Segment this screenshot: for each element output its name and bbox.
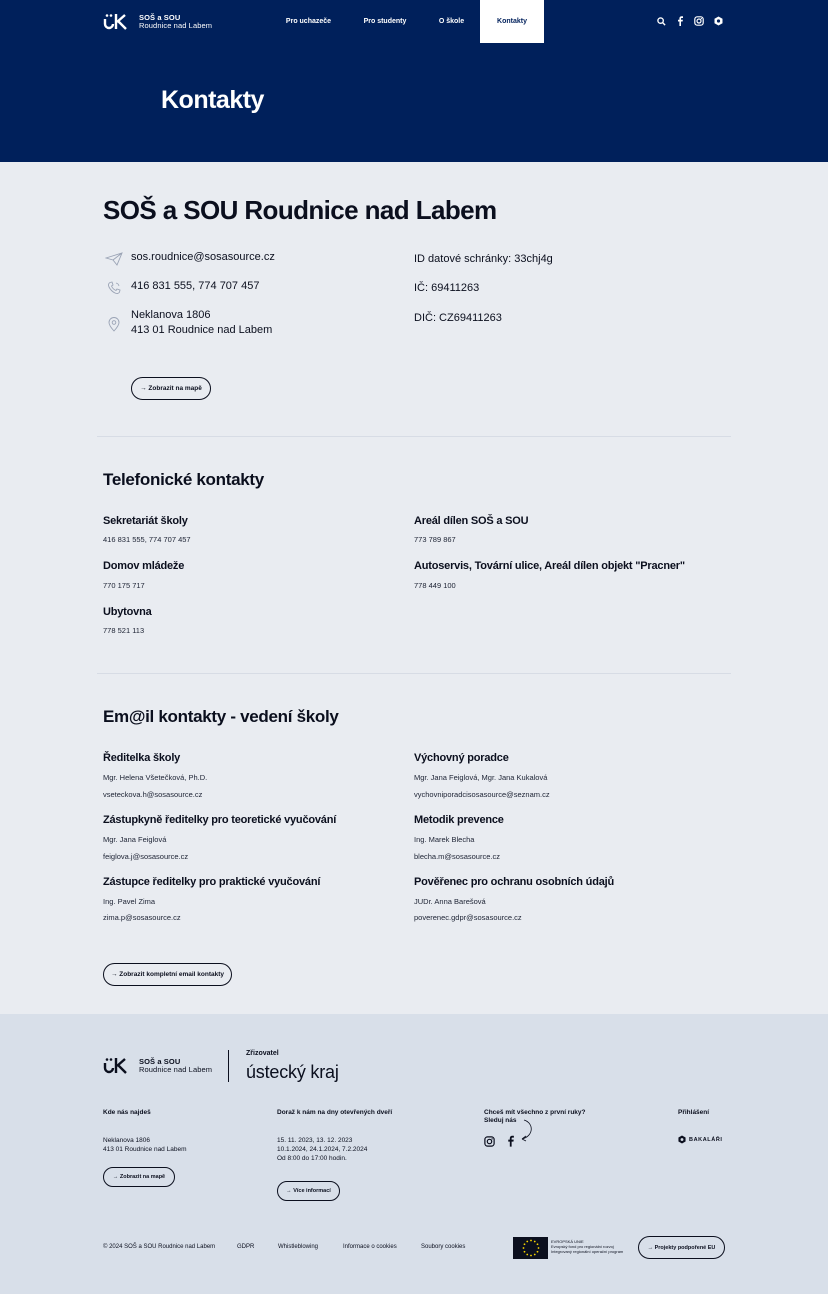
open-days-line3: Od 8:00 do 17:00 hodin. (277, 1155, 347, 1162)
email-address[interactable]: feiglova.j@sosasource.cz (103, 852, 189, 861)
phone-value[interactable]: 773 789 867 (414, 535, 456, 544)
logo-line2: Roudnice nad Labem (139, 1065, 213, 1074)
email-person: JUDr. Anna Barešová (414, 897, 486, 906)
more-info-button[interactable]: → Více informací (277, 1181, 340, 1201)
follow-line2: Sleduj nás (484, 1117, 517, 1124)
school-title: SOŠ a SOU Roudnice nad Labem (103, 195, 497, 225)
open-days-line1: 15. 11. 2023, 13. 12. 2023 (277, 1137, 353, 1144)
open-days-line2: 10.1.2024, 24.1.2024, 7.2.2024 (277, 1146, 368, 1153)
footer-instagram-icon[interactable] (484, 1134, 495, 1152)
email-person: Mgr. Jana Feiglová, Mgr. Jana Kukalová (414, 773, 548, 782)
emails-title: Em@il kontakty - vedení školy (103, 707, 339, 726)
page-title: Kontakty (161, 86, 264, 114)
section-divider (97, 436, 731, 437)
email-address[interactable]: poverenec.gdpr@sosasource.cz (414, 913, 522, 922)
footer-link-cookie-files[interactable]: Soubory cookies (421, 1244, 466, 1250)
section-divider (97, 673, 731, 674)
bakalari-icon (678, 1135, 686, 1144)
login-title: Přihlášení (678, 1109, 710, 1116)
email-address[interactable]: vychovniporadcisosasource@seznam.cz (414, 790, 550, 799)
footer-link-whistleblowing[interactable]: Whistleblowing (278, 1244, 319, 1250)
email-role: Pověřenec pro ochranu osobních údajů (414, 876, 615, 888)
nav-item-o-skole[interactable]: O škole (438, 18, 465, 25)
eu-line1: EVROPSKÁ UNIE (551, 1239, 584, 1244)
footer-map-button[interactable]: → Zobrazit na mapě (103, 1167, 175, 1187)
email-address[interactable]: vseteckova.h@sosasource.cz (103, 790, 203, 799)
footer-logo[interactable] (103, 1057, 212, 1075)
follow-line1: Chceš mít všechno z první ruky? (484, 1109, 586, 1116)
open-days-title: Doraž k nám na dny otevřených dveří (277, 1109, 393, 1116)
email-address[interactable]: zima.p@sosasource.cz (103, 913, 181, 922)
email-role: Metodik prevence (414, 814, 504, 826)
email-role: Výchovný poradce (414, 752, 509, 764)
search-icon[interactable] (656, 16, 666, 26)
footer-logo-divider (228, 1050, 229, 1082)
email-role: Ředitelka školy (103, 752, 181, 764)
address-city: 413 01 Roudnice nad Labem (131, 324, 273, 336)
where-title: Kde nás najdeš (103, 1109, 151, 1116)
logo-line2: Roudnice nad Labem (139, 21, 213, 30)
eu-flag-icon (513, 1237, 548, 1259)
eu-line3: Integrovaný regionální operační program (551, 1249, 624, 1254)
site-logo[interactable] (103, 13, 212, 31)
email-person: Ing. Marek Blecha (414, 835, 475, 844)
contact-address (103, 308, 272, 338)
email-person: Ing. Pavel Zima (103, 897, 156, 906)
facebook-icon[interactable] (675, 16, 685, 26)
eu-text (551, 1239, 636, 1254)
logo-mark-icon (103, 1057, 135, 1075)
logo-mark-icon (103, 13, 135, 31)
header-icons (656, 16, 723, 26)
where-line2: 413 01 Roudnice nad Labem (103, 1146, 187, 1153)
show-all-emails-button[interactable]: → Zobrazit kompletní email kontakty (103, 963, 232, 986)
phone-value[interactable]: 770 175 717 (103, 581, 145, 590)
bakalari-login[interactable] (678, 1135, 723, 1144)
where-line1: Neklanova 1806 (103, 1137, 150, 1144)
email-role: Zástupkyně ředitelky pro teoretické vyučování (103, 814, 337, 826)
eu-line2: Evropský fond pro regionální rozvoj (551, 1244, 614, 1249)
nav-item-pro-uchazece[interactable]: Pro uchazeče (285, 18, 332, 25)
footer-link-gdpr[interactable]: GDPR (237, 1244, 255, 1250)
phones-title: Telefonické kontakty (103, 470, 264, 489)
nav-item-pro-studenty[interactable]: Pro studenty (363, 18, 407, 25)
phone-name: Sekretariát školy (103, 515, 188, 527)
footer-facebook-icon[interactable] (506, 1134, 515, 1152)
email-person: Mgr. Jana Feiglová (103, 835, 167, 844)
email-address[interactable]: blecha.m@sosasource.cz (414, 852, 500, 861)
kraj-logo[interactable]: ústecký kraj (246, 1062, 339, 1082)
instagram-icon[interactable] (694, 16, 704, 26)
company-id: IČ: 69411263 (414, 282, 480, 294)
phone-name: Ubytovna (103, 606, 152, 618)
copyright: © 2024 SOŠ a SOU Roudnice nad Labem (103, 1244, 216, 1250)
phone-name: Domov mládeže (103, 560, 185, 572)
location-pin-icon (103, 316, 125, 332)
nav-item-kontakty[interactable]: Kontakty (480, 0, 544, 43)
phone-value[interactable]: 778 521 113 (103, 626, 145, 635)
phone-value[interactable]: 778 449 100 (414, 581, 456, 590)
where-address (103, 1136, 186, 1154)
curved-arrow-icon (518, 1119, 538, 1148)
phone-icon (103, 280, 125, 296)
logo-line1: SOŠ a SOU (139, 1057, 181, 1066)
contact-phone (103, 280, 259, 296)
bakalari-icon[interactable] (713, 16, 723, 26)
contact-email (103, 251, 275, 267)
data-box-id: ID datové schránky: 33chj4g (414, 253, 553, 265)
vat-id: DIČ: CZ69411263 (414, 312, 502, 324)
address-street: Neklanova 1806 (131, 309, 211, 321)
bakalari-label: BAKALÁŘI (689, 1136, 723, 1143)
phone-name: Areál dílen SOŠ a SOU (414, 515, 529, 527)
show-map-button[interactable]: → Zobrazit na mapě (131, 377, 211, 400)
school-phone[interactable]: 416 831 555, 774 707 457 (131, 280, 260, 292)
logo-line1: SOŠ a SOU (139, 13, 181, 22)
email-person: Mgr. Helena Všetečková, Ph.D. (103, 773, 208, 782)
phone-name: Autoservis, Tovární ulice, Areál dílen objekt "Pracner" (414, 560, 685, 572)
school-email[interactable]: sos.roudnice@sosasource.cz (131, 251, 275, 263)
main-nav (270, 0, 544, 43)
founder-label: Zřizovatel (246, 1050, 279, 1057)
open-days-dates (277, 1136, 367, 1163)
eu-projects-button[interactable]: → Projekty podpořené EU (638, 1236, 725, 1259)
footer-link-cookie-info[interactable]: Informace o cookies (343, 1244, 397, 1250)
paper-plane-icon (103, 251, 125, 267)
email-role: Zástupce ředitelky pro praktické vyučování (103, 876, 321, 888)
phone-value[interactable]: 416 831 555, 774 707 457 (103, 535, 191, 544)
